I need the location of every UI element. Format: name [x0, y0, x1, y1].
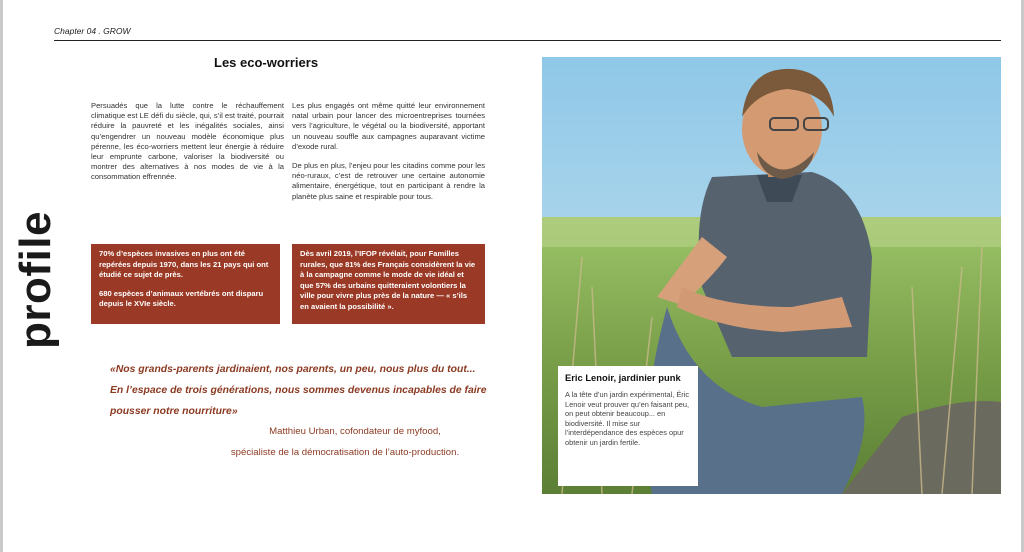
quote-author: Matthieu Urban, cofondateur de myfood,	[269, 426, 441, 437]
side-label-text: profile	[11, 211, 60, 349]
page-edge-left	[0, 0, 3, 552]
header-rule	[54, 40, 1001, 41]
article-title: Les eco-worriers	[214, 55, 319, 70]
column-1-paragraph: Persuadés que la lutte contre le réchauffement climatique est LE défi du siècle, qui, s’il est traité, pourrait réduire la pauvreté et les inégalités sociales, ainsi qu’engendrer un nouveau modèle économique plus pérenne, les éco-worriers mettent leur énergie à réduire leur emprunte carbone, valoriser la biodiversité ou montrer des alternatives à nos modes de vie à la consommation effrennée.	[91, 101, 284, 182]
stat-box-1-text-1: 70% d’espèces invasives en plus ont été repérées depuis 1970, dans les 21 pays qui ont étudié ce sujet de près.	[99, 249, 269, 280]
stat-box-ifop	[292, 244, 485, 324]
side-label	[6, 205, 62, 349]
stat-box-1-text-2: 680 espèces d’animaux vertébrés ont disparu depuis le XVIe siècle.	[99, 288, 264, 309]
photo-caption	[558, 366, 698, 486]
caption-text: A la tête d’un jardin expérimental, Éric Lenoir veut prouver qu’en faisant peu, on peut obtenir beaucoup... en biodiversité. Il mise sur l’interdépendance des espèces opur obtenir un jardin fertile.	[565, 390, 690, 447]
column-2-paragraph-1: Les plus engagés ont même quitté leur environnement natal urbain pour lancer des microentreprises tournées vers l’agriculture, le végétal ou la biodiversité, apportant un nouveau souffle aux campagnes auparavant victime d’exode rural.	[292, 101, 485, 151]
pull-quote: «Nos grands-parents jardinaient, nos parents, un peu, nous plus du tout... En l’espace de trois générations, nous sommes devenus incapables de faire pousser notre nourriture»	[110, 364, 487, 417]
stat-box-2-text: Dès avril 2019, l’IFOP révélait, pour Familles rurales, que 81% des Français considèrent la vie à la campagne comme le mode de vie idéal et que 57% des urbains quitteraient volontiers la ville pour vivre plus près de la nature — « s’ils en avaient la possibilité ».	[300, 249, 476, 311]
column-2-paragraph-2: De plus en plus, l’enjeu pour les citadins comme pour les néo-ruraux, c’est de retrouver une certaine autonomie alimentaire, énergétique, tout en participant à rendre la planète plus saine et respirable pour tous.	[292, 161, 485, 201]
quote-author-role: spécialiste de la démocratisation de l’auto-production.	[230, 447, 460, 458]
article-column-1	[91, 101, 284, 192]
chapter-header: Chapter 04 . GROW	[54, 26, 131, 36]
stat-box-species	[91, 244, 280, 324]
caption-name: Eric Lenoir, jardinier punk	[565, 372, 681, 383]
article-column-2	[292, 101, 485, 211]
